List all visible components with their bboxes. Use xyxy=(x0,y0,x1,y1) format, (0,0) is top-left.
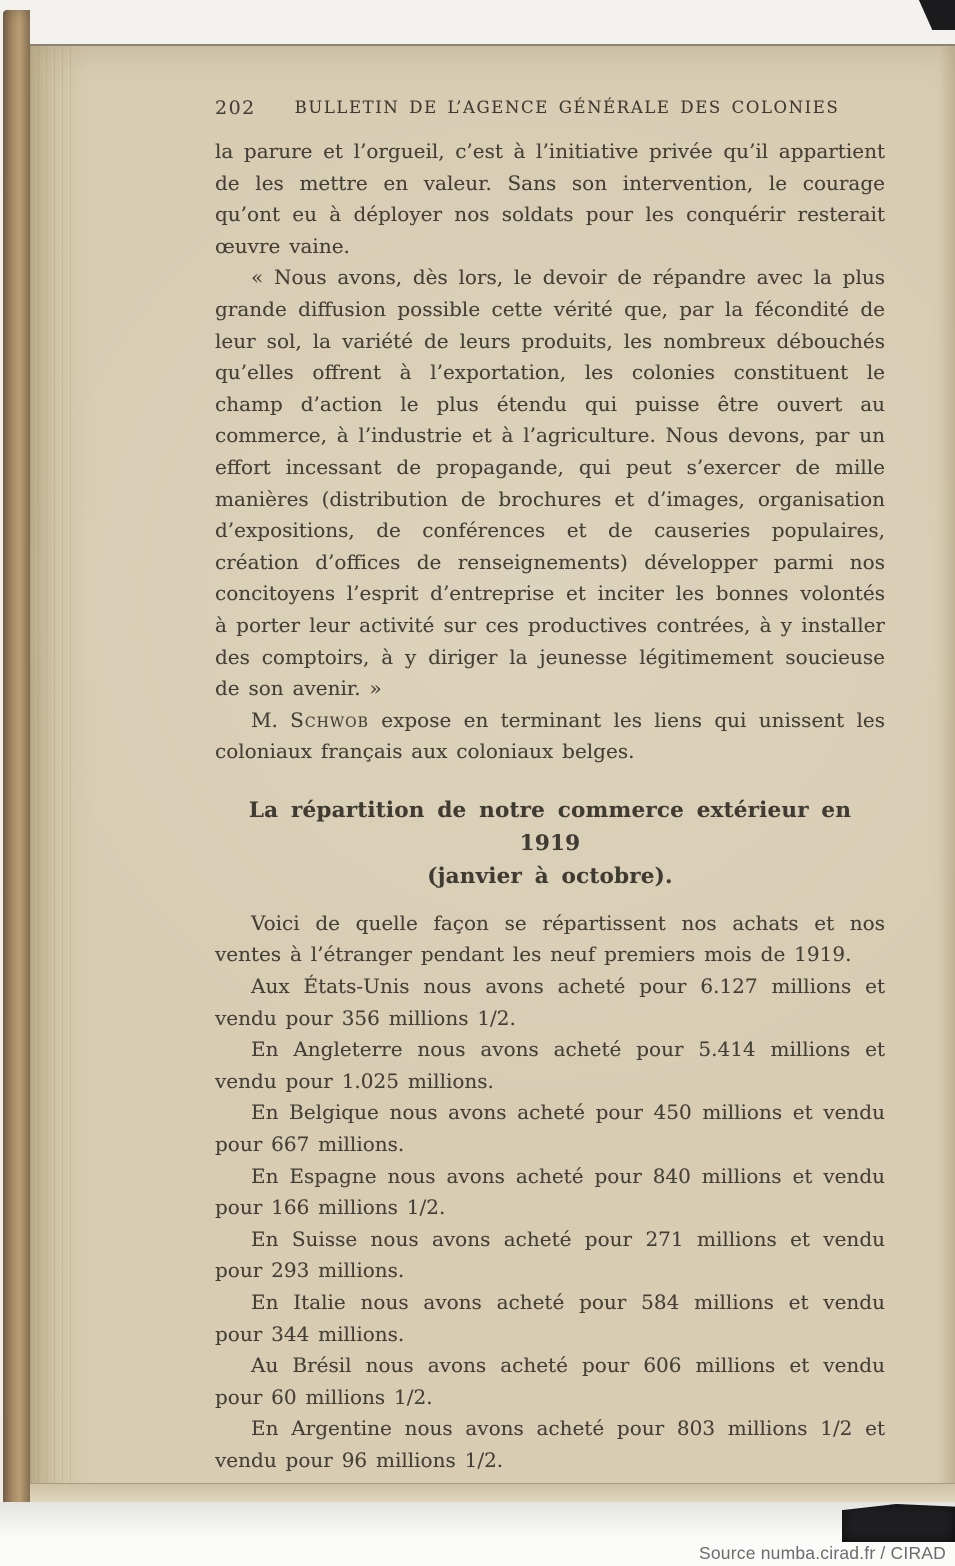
paragraph: la parure et l’orgueil, c’est à l’initiative privée qu’il appartient de les mettre en valeur. Sans son intervention, le courage qu’ont eu à déployer nos soldats pour les conquérir resterait œuvre vaine. xyxy=(215,139,885,258)
trade-entry: Aux États-Unis nous avons acheté pour 6.127 millions et vendu pour 356 millions 1/2. xyxy=(215,974,885,1030)
running-title: BULLETIN DE L’AGENCE GÉNÉRALE DES COLONIES xyxy=(294,98,840,117)
stacked-page-edges xyxy=(30,46,76,1506)
page-number: 202 xyxy=(215,97,256,119)
schwob-rest: expose en terminant les liens qui unissent les coloniaux français aux coloniaux belges. xyxy=(215,707,885,764)
book-binding xyxy=(3,10,30,1522)
scanned-page xyxy=(30,44,955,1506)
trade-entry: En Espagne nous avons acheté pour 840 millions et vendu pour 166 millions 1/2. xyxy=(215,1163,885,1220)
section-heading-line2: (janvier à octobre). xyxy=(427,863,673,889)
schwob-name: Schwob xyxy=(290,707,369,732)
trade-entry: En Suisse nous avons acheté pour 271 millions et vendu pour 293 millions. xyxy=(215,1226,885,1283)
scanner-background-strip xyxy=(0,1502,955,1566)
paragraph-quote: « Nous avons, dès lors, le devoir de répandre avec la plus grande diffusion possible cette vérité que, par la fécondité de leur sol, la variété de leurs produits, les nombreux débouchés qu’elles offrent à l’exportation, les colonies constituent le champ d’action le plus étendu qui puisse être ouvert au commerce, à l’industrie et à l’agriculture. Nous devons, par un effort incessant de propagande, qui peut s’exercer de mille manières (distribution de brochures et d’images, organisation d’expositions, de conférences et de causeries populaires, création d’offices de renseignements) développer parmi nos concitoyens l’esprit d’entreprise et inciter les bonnes volontés à porter leur activité sur ces productives contrées, à y installer des comptoirs, à y diriger la jeunesse légitimement soucieuse de son avenir. » xyxy=(215,265,885,701)
section-intro: Voici de quelle façon se répartissent nos achats et nos ventes à l’étranger pendant les neuf premiers mois de 1919. xyxy=(215,910,885,967)
trade-entry: En Argentine nous avons acheté pour 803 millions 1/2 et vendu pour 96 millions 1/2. xyxy=(215,1416,885,1472)
section-heading-line1: La répartition de notre commerce extérieur en 1919 xyxy=(248,797,852,856)
book-cover-corner-bottom-right xyxy=(842,1504,955,1542)
paragraph-schwob xyxy=(215,705,885,768)
running-header xyxy=(215,92,885,120)
source-caption: Source numba.cirad.fr / CIRAD xyxy=(699,1543,946,1563)
section-heading xyxy=(215,794,885,893)
schwob-prefix: M. xyxy=(251,707,291,732)
page-content xyxy=(215,92,885,1477)
trade-entry: En Angleterre nous avons acheté pour 5.414 millions et vendu pour 1.025 millions. xyxy=(215,1037,885,1093)
trade-entry: Au Brésil nous avons acheté pour 606 millions et vendu pour 60 millions 1/2. xyxy=(215,1353,885,1409)
trade-entry: En Belgique nous avons acheté pour 450 millions et vendu pour 667 millions. xyxy=(215,1100,885,1157)
trade-entry: En Italie nous avons acheté pour 584 millions et vendu pour 344 millions. xyxy=(215,1290,885,1346)
book-cover-corner-top-right xyxy=(913,0,955,30)
